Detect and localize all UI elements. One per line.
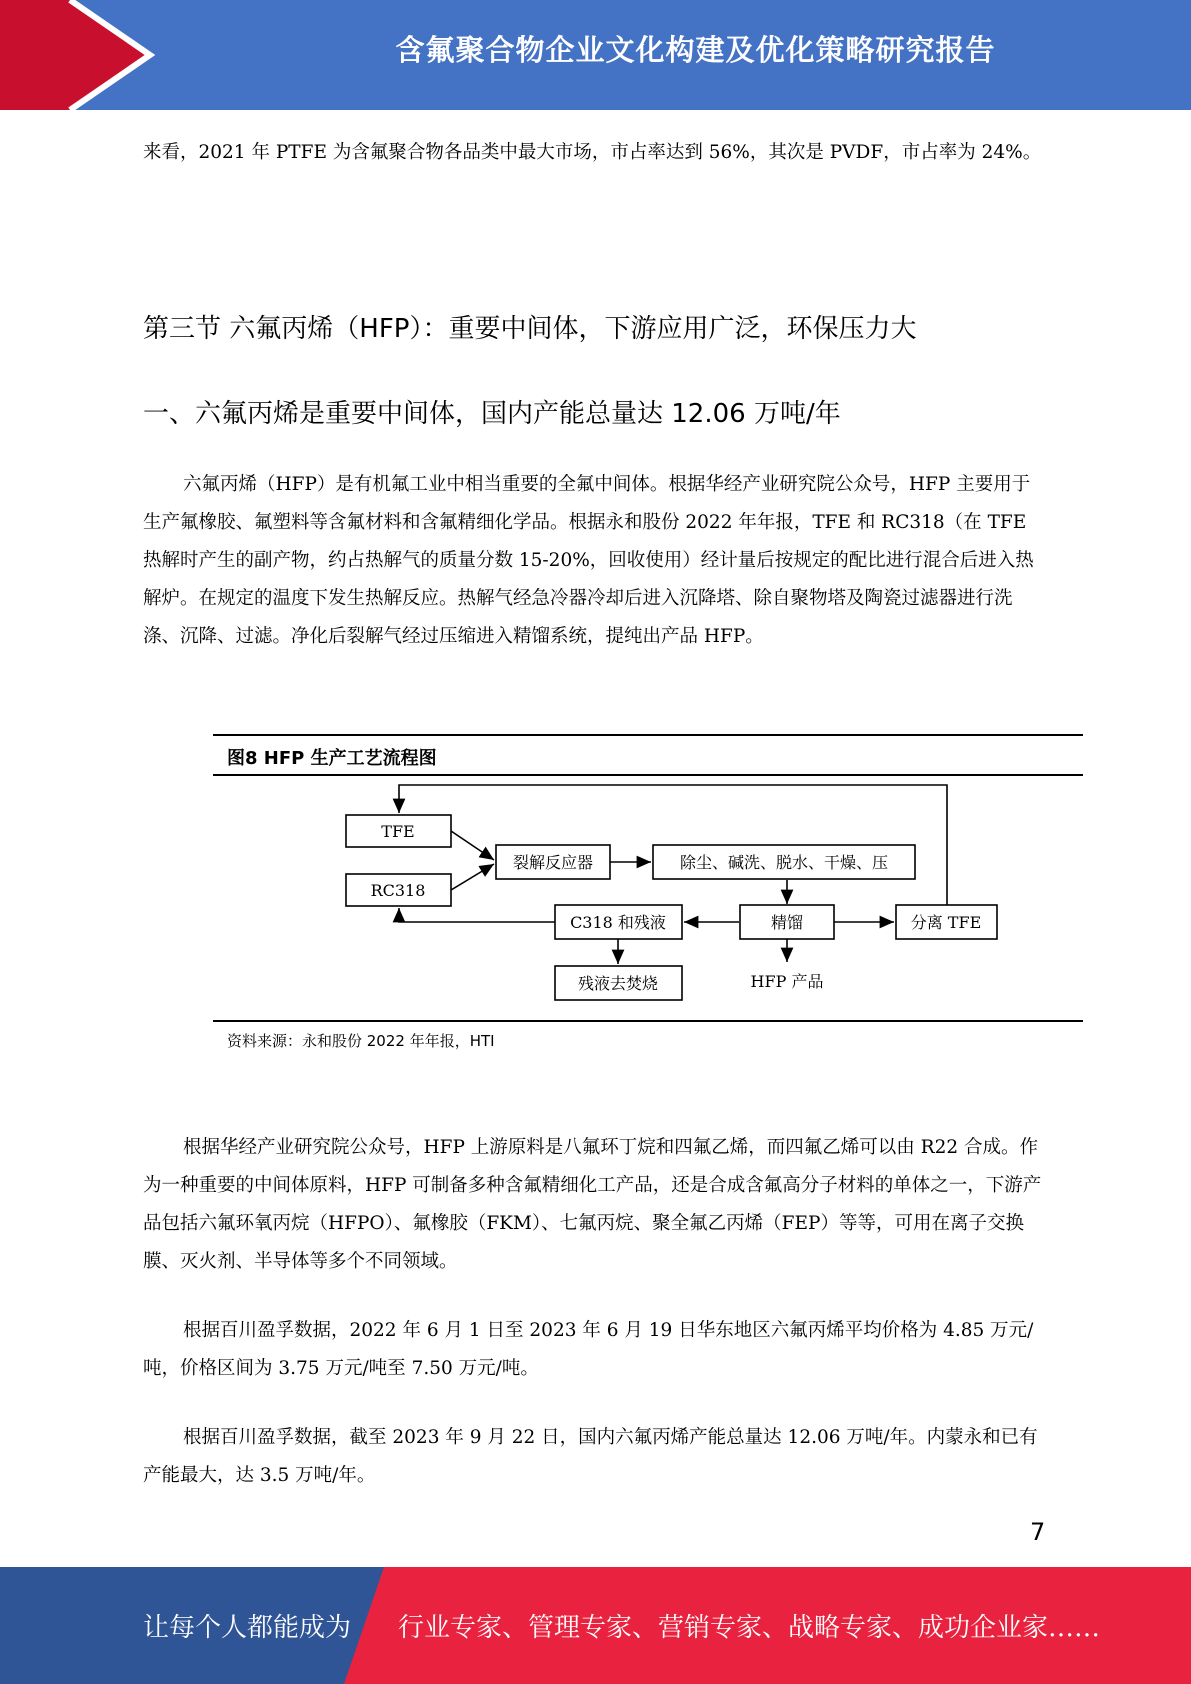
page-footer bbox=[0, 1567, 1191, 1684]
page-header bbox=[0, 0, 1191, 110]
node-rc318-label: RC318 bbox=[370, 881, 426, 900]
paragraph-hfp-upstream: 根据华经产业研究院公众号，HFP 上游原料是八氟环丁烷和四氟乙烯，而四氟乙烯可以由 R22 合成。作为一种重要的中间体原料，HFP 可制备多种含氟精细化工产品，还是合成含氟高分子材料的单体之一，下游产品包括六氟环氧丙烷（HFPO）、氟橡胶（FKM）、七氟丙烷、聚全氟乙丙烯（FEP）等等，可用在离子交换膜、灭火剂、半导体等多个不同领域。 bbox=[143, 1137, 1042, 1272]
paragraph-hfp-process: 六氟丙烯（HFP）是有机氟工业中相当重要的全氟中间体。根据华经产业研究院公众号，HFP 主要用于生产氟橡胶、氟塑料等含氟材料和含氟精细化学品。根据永和股份 2022 年年报，TFE 和 RC318（在 TFE 热解时产生的副产物，约占热解气的质量分数 15-20%，回收使用）经计量后按规定的配比进行混合后进入热解炉。在规定的温度下发生热解反应。热解气经急冷器冷却后进入沉降塔、除自聚物塔及陶瓷过滤器进行洗涤、沉降、过滤。净化后裂解气经过压缩进入精馏系统，提纯出产品 HFP。 bbox=[143, 474, 1034, 647]
page-number: 7 bbox=[1030, 1518, 1046, 1546]
node-purify-label: 除尘、碱洗、脱水、干燥、压 bbox=[679, 853, 889, 872]
report-title: 含氟聚合物企业文化构建及优化策略研究报告 bbox=[395, 33, 996, 67]
rc318-to-reactor-arrow bbox=[451, 864, 494, 890]
footer-slogan-left: 让每个人都能成为 bbox=[143, 1613, 352, 1643]
paragraph-market-share: 来看，2021 年 PTFE 为含氟聚合物各品类中最大市场，市占率达到 56%，其次是 PVDF，市占率为 24%。 bbox=[143, 142, 1042, 163]
figure-title: 图8 HFP 生产工艺流程图 bbox=[227, 748, 437, 769]
node-reactor-label: 裂解反应器 bbox=[512, 853, 594, 872]
paragraph-hfp-price: 根据百川盈孚数据，2022 年 6 月 1 日至 2023 年 6 月 19 日华东地区六氟丙烯平均价格为 4.85 万元/吨，价格区间为 3.75 万元/吨至 7.50 万元/吨。 bbox=[143, 1320, 1034, 1379]
subsection-title: 一、六氟丙烯是重要中间体，国内产能总量达 12.06 万吨/年 bbox=[143, 399, 841, 429]
section-title: 第三节 六氟丙烯（HFP）：重要中间体，下游应用广泛，环保压力大 bbox=[143, 314, 917, 344]
figure-top-rule bbox=[213, 734, 1083, 736]
figure-source: 资料来源：永和股份 2022 年年报，HTI bbox=[227, 1032, 495, 1050]
footer-slogan-right: 行业专家、管理专家、营销专家、战略专家、成功企业家…… bbox=[398, 1613, 1101, 1643]
node-product-label: HFP 产品 bbox=[750, 972, 824, 991]
node-c318-label: C318 和残液 bbox=[570, 913, 666, 932]
paragraph-hfp-capacity: 根据百川盈孚数据，截至 2023 年 9 月 22 日，国内六氟丙烯产能总量达 12.06 万吨/年。内蒙永和已有产能最大，达 3.5 万吨/年。 bbox=[143, 1427, 1038, 1486]
flowchart-diagram bbox=[213, 776, 1083, 1026]
figure-bottom-rule bbox=[213, 1020, 1083, 1022]
node-distill-label: 精馏 bbox=[770, 913, 804, 932]
node-separate-label: 分离 TFE bbox=[910, 913, 982, 932]
tfe-to-reactor-arrow bbox=[451, 831, 494, 860]
c318-to-rc318-arrow bbox=[399, 908, 555, 922]
figure-hfp-flowchart bbox=[213, 734, 1083, 1054]
node-burn-label: 残液去焚烧 bbox=[577, 974, 659, 993]
node-tfe-label: TFE bbox=[381, 822, 415, 841]
